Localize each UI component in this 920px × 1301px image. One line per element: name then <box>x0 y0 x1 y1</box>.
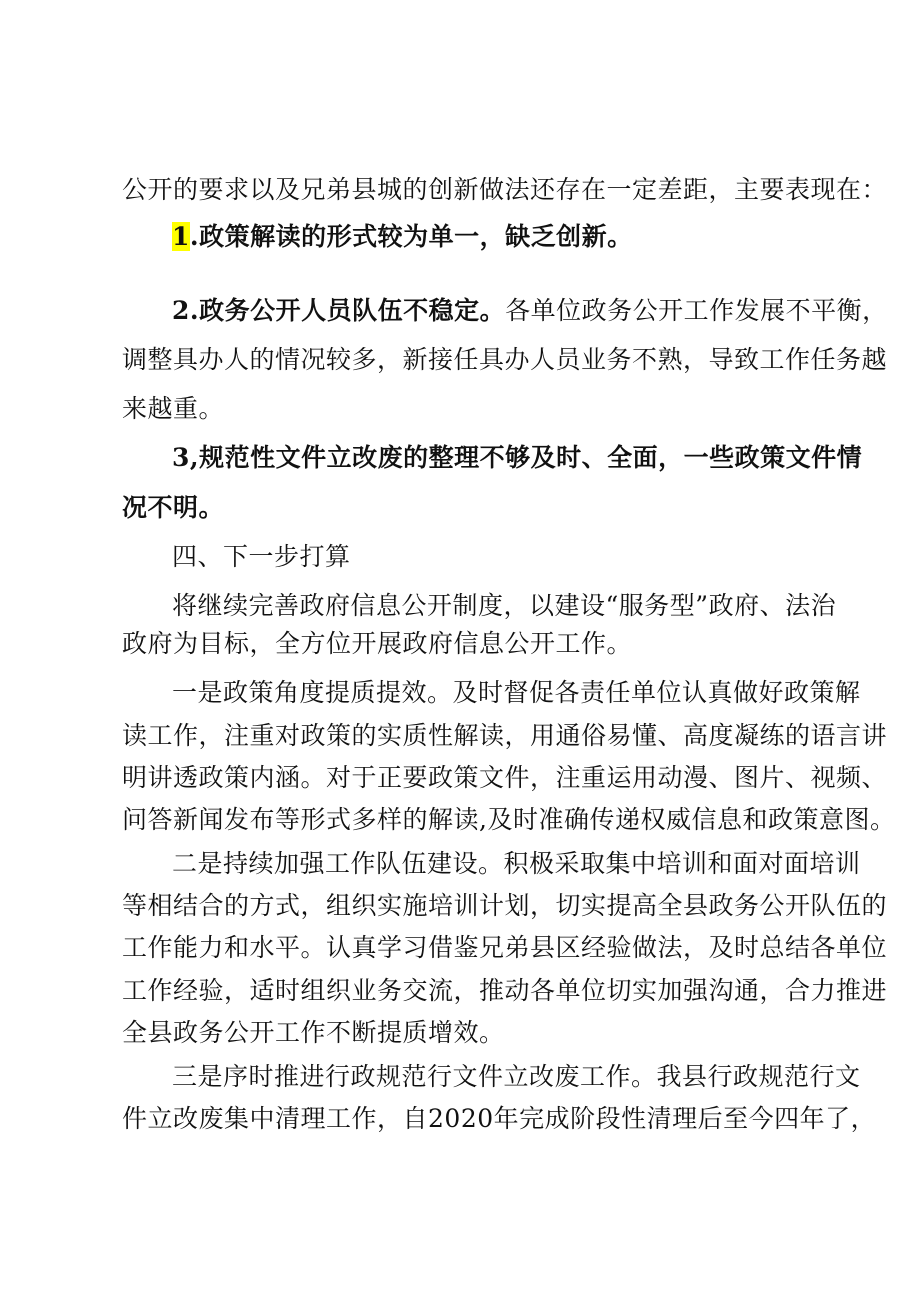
intro-line-1: 将继续完善政府信息公开制度，以建设“服务型”政府、法治 <box>172 591 837 620</box>
issue-1-title: .政策解读的形式较为单一，缺乏创新。 <box>189 222 633 251</box>
issue-2-line-1-rest: 各单位政务公开工作发展不平衡， <box>505 296 888 325</box>
measure-2-line-3: 工作能力和水平。认真学习借鉴兄弟县区经验做法，及时总结各单位 <box>122 933 888 962</box>
measure-3-line-1: 三是序时推进行政规范行文件立改废工作。我县行政规范行文 <box>172 1062 861 1091</box>
measure-2-line-4: 工作经验，适时组织业务交流，推动各单位切实加强沟通，合力推进 <box>122 976 888 1005</box>
issue-1-number: 1 <box>172 222 190 251</box>
measure-1-line-1: 一是政策角度提质提效。及时督促各责任单位认真做好政策解 <box>172 678 861 707</box>
section-heading: 四、下一步打算 <box>172 542 351 571</box>
issue-3-line-2: 况不明。 <box>122 493 225 522</box>
measure-2-line-1: 二是持续加强工作队伍建设。积极采取集中培训和面对面培训 <box>172 849 861 878</box>
measure-1-line-2: 读工作，注重对政策的实质性解读，用通俗易懂、高度凝练的语言讲 <box>122 721 888 750</box>
measure-1-line-4: 问答新闻发布等形式多样的解读,及时准确传递权威信息和政策意图。 <box>122 805 896 834</box>
measure-3-line-2: 件立改废集中清理工作，自2020年完成阶段性清理后至今四年了， <box>122 1104 877 1133</box>
issue-2-line-3: 来越重。 <box>122 394 225 423</box>
issue-2-number: 2. <box>172 296 200 325</box>
continuation-line: 公开的要求以及兄弟县城的创新做法还存在一定差距，主要表现在： <box>122 175 888 204</box>
issue-1 <box>172 219 920 255</box>
issue-2-line-1 <box>172 293 920 329</box>
issue-2-title: 政务公开人员队伍不稳定。 <box>199 296 506 325</box>
measure-2-line-5: 全县政务公开工作不断提质增效。 <box>122 1018 505 1047</box>
intro-line-2: 政府为目标，全方位开展政府信息公开工作。 <box>122 629 633 658</box>
measure-2-line-2: 等相结合的方式，组织实施培训计划，切实提高全县政务公开队伍的 <box>122 891 888 920</box>
measure-1-line-3: 明讲透政策内涵。对于正要政策文件，注重运用动漫、图片、视频、 <box>122 763 888 792</box>
issue-2-line-2: 调整具办人的情况较多，新接任具办人员业务不熟，导致工作任务越 <box>122 345 888 374</box>
issue-3-line-1: 3,规范性文件立改废的整理不够及时、全面，一些政策文件情 <box>172 443 863 472</box>
